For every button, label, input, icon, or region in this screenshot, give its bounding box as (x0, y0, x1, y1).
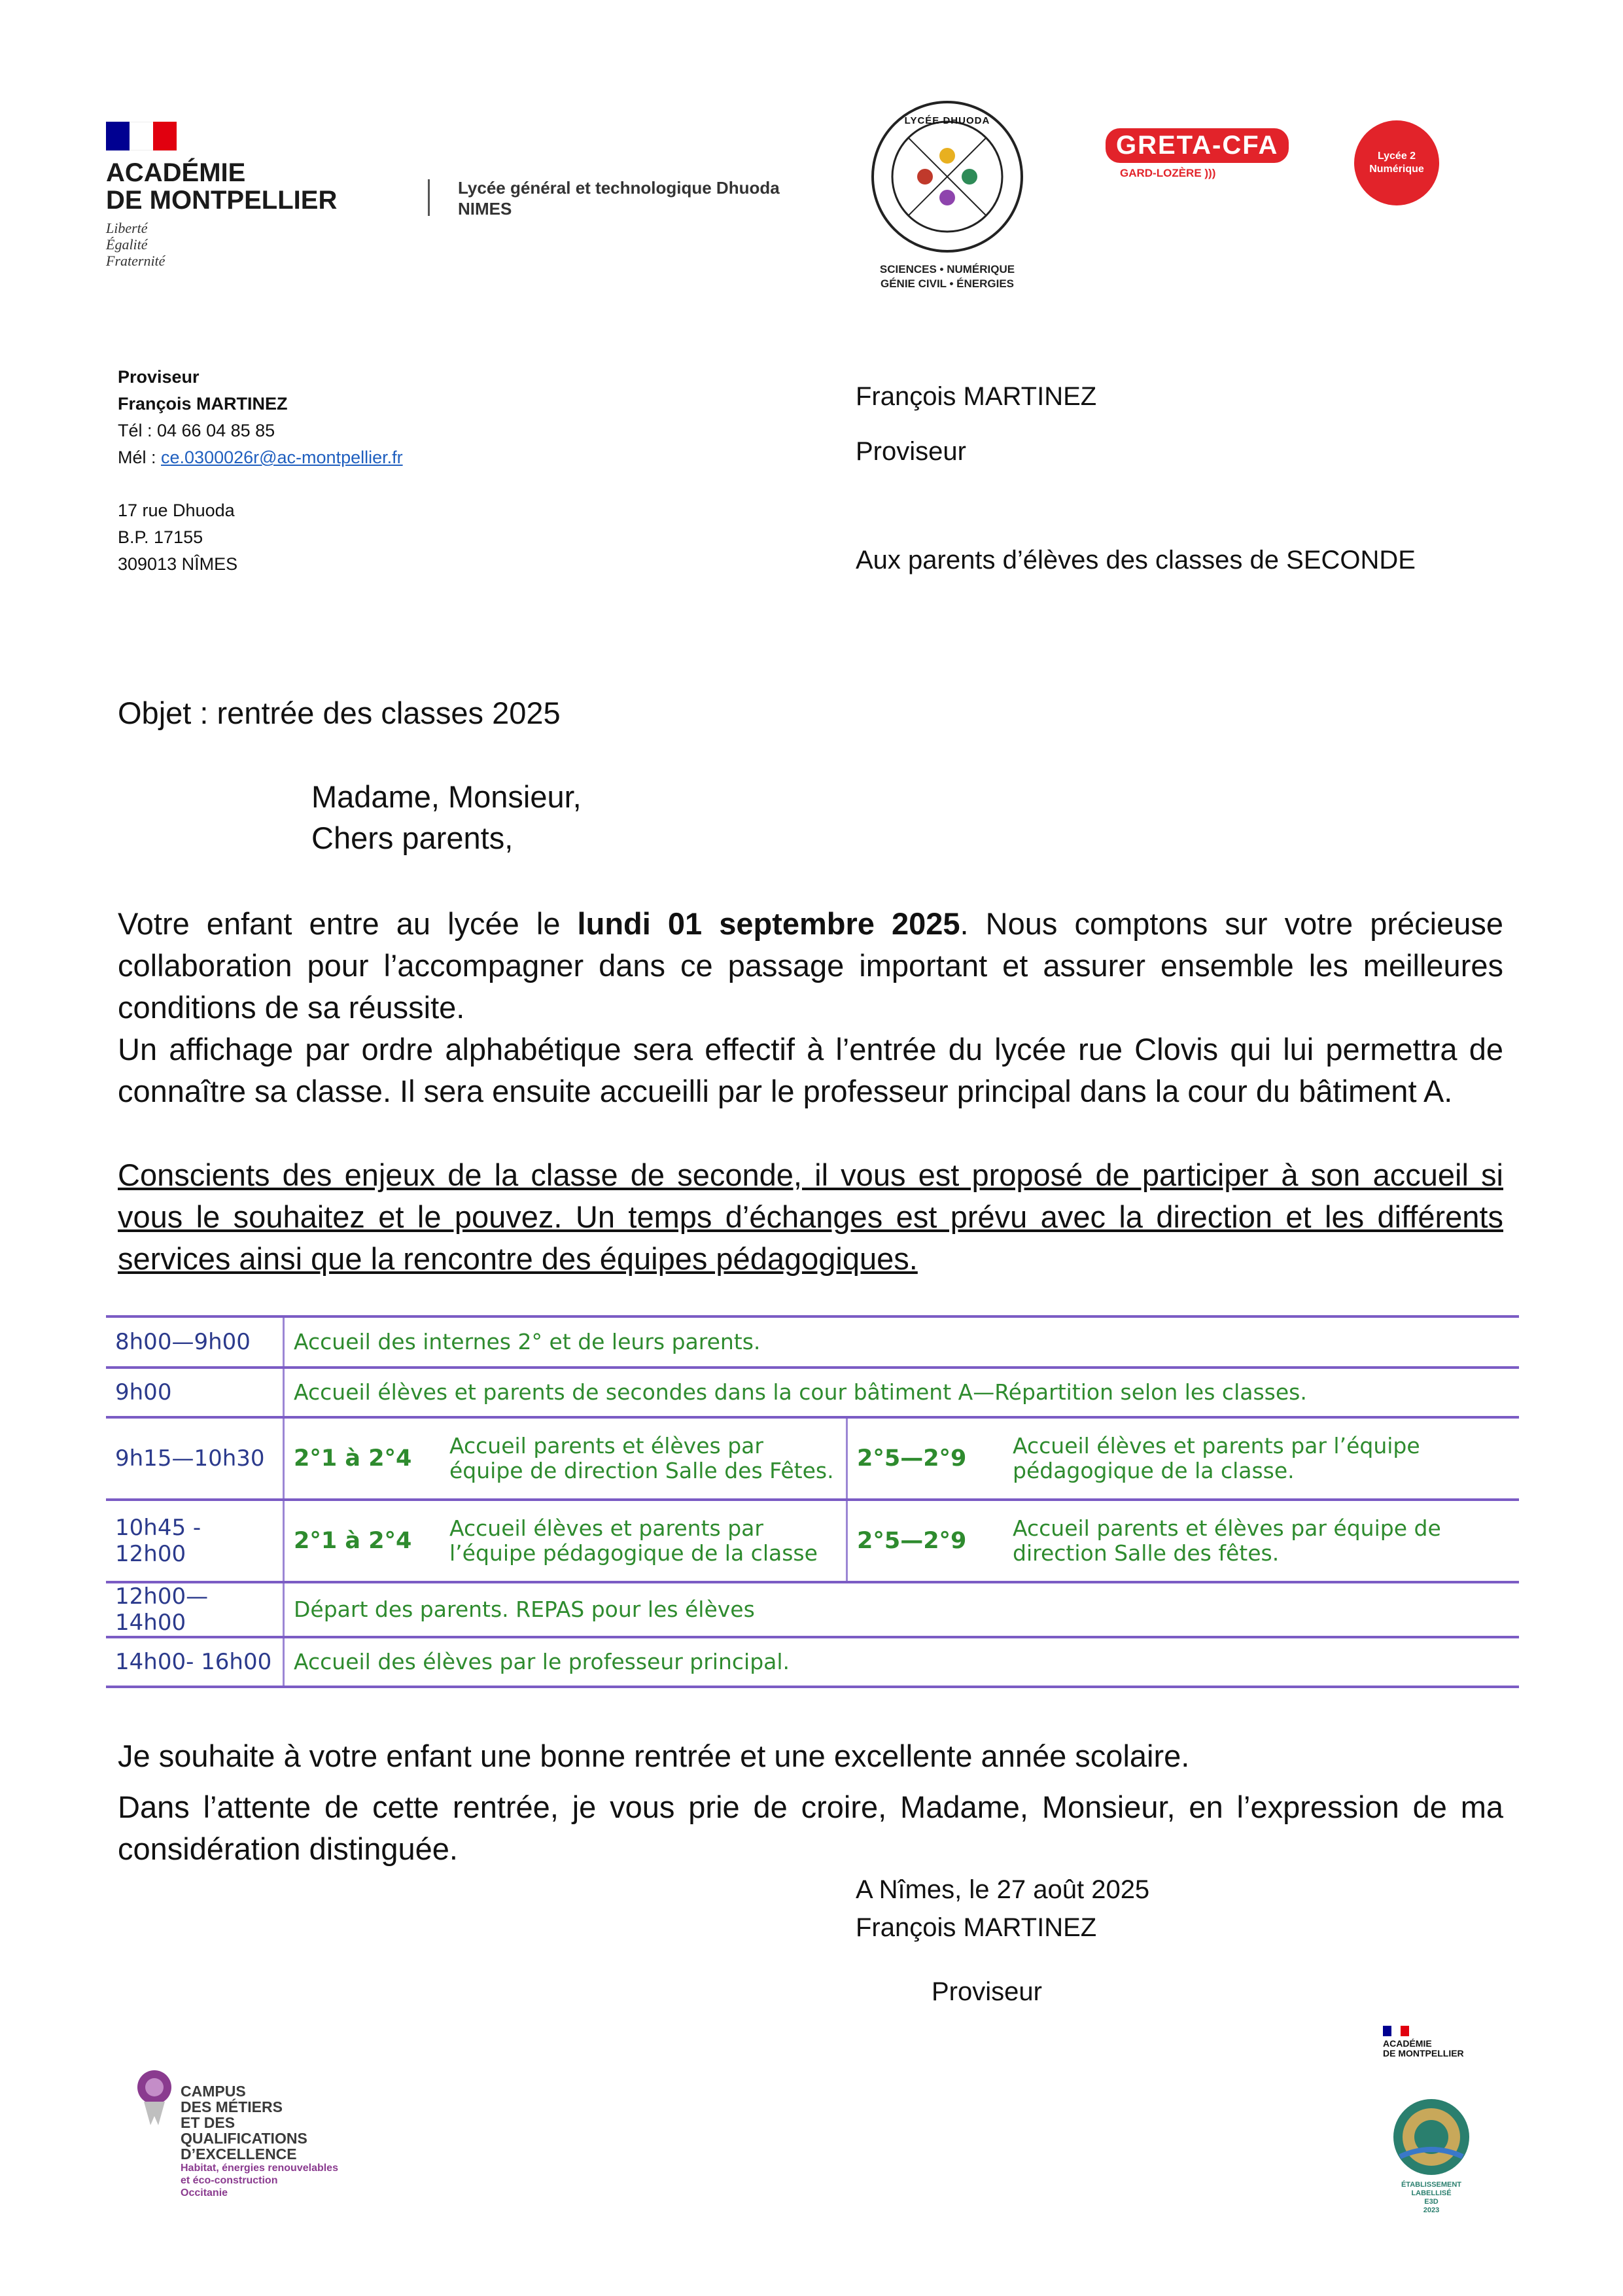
schedule-row (106, 1637, 1519, 1687)
campus-line5: D’EXCELLENCE (181, 2146, 297, 2163)
paragraph-2: Un affichage par ordre alphabétique sera effectif à l’entrée du lycée rue Clovis qui lui permettra de connaître sa classe. Il sera ensuite accueilli par le professeur principal dans la cour du bâtiment A. (118, 1032, 1503, 1108)
letter-objet: Objet : rentrée des classes 2025 (118, 696, 561, 730)
dhuoda-logo-top: LYCÉE DHUODA (904, 115, 990, 126)
schedule-time: 8h00—9h00 (106, 1316, 284, 1368)
campus-logo (133, 2068, 408, 2205)
schedule-row (106, 1417, 1519, 1500)
schedule-group: 2°5—2°9 (847, 1500, 1004, 1582)
greta-sub: GARD-LOZÈRE ))) (1120, 167, 1216, 179)
academie-logo-small (1383, 2026, 1494, 2058)
academie-line2: DE MONTPELLIER (106, 186, 338, 215)
paragraph-1 (118, 903, 1503, 1029)
e3d-label-4: 2023 (1423, 2206, 1440, 2214)
sender-addr2: B.P. 17155 (118, 527, 203, 547)
e3d-globe-icon (1391, 2096, 1472, 2178)
academie-line1: ACADÉMIE (106, 158, 246, 187)
greta-logo (1106, 128, 1321, 194)
schedule-time: 9h00 (106, 1368, 284, 1417)
academie-logo (106, 122, 381, 279)
closing-2: Dans l’attente de cette rentrée, je vous prie de croire, Madame, Monsieur, en l’expression de ma considération distinguée. (118, 1790, 1503, 1866)
recipient-title: Proviseur (856, 437, 966, 466)
schedule-row (106, 1500, 1519, 1582)
schedule-text: Accueil élèves et parents de secondes dans la cour bâtiment A—Répartition selon les classes. (284, 1368, 1520, 1417)
sender-addr3: 309013 NÎMES (118, 554, 238, 574)
header-divider (428, 179, 430, 216)
e3d-label-3: E3D (1424, 2198, 1439, 2206)
marianne-flag-icon (106, 122, 177, 150)
schedule-text: Accueil parents et élèves par équipe de direction Salle des fêtes. (1003, 1500, 1519, 1582)
sender-tel: Tél : 04 66 04 85 85 (118, 421, 275, 440)
campus-line3: ET DES (181, 2114, 236, 2131)
sender-addr1: 17 rue Dhuoda (118, 501, 235, 520)
sender-name: François MARTINEZ (118, 394, 288, 414)
schedule-time: 9h15—10h30 (106, 1417, 284, 1500)
p1-end: . Nous comptons sur votre précieuse collaboration pour l’accompagner dans ce passage important et assurer ensemble les meilleures conditions de sa réussite. (118, 906, 1503, 1025)
lycee-name: Lycée général et technologique Dhuoda (458, 178, 780, 198)
schedule-text: Départ des parents. REPAS pour les élèves (284, 1582, 1520, 1637)
campus-line2: DES MÉTIERS (181, 2098, 283, 2115)
paragraph-3: Conscients des enjeux de la classe de seconde, il vous est proposé de participer à son accueil si vous le souhaitez et le pouvez. Un temps d’échanges est prévu avec la direction et les différents services ainsi que la rencontre des équipes pédagogiques. (118, 1157, 1503, 1276)
schedule-group: 2°1 à 2°4 (284, 1500, 441, 1582)
schedule-table (106, 1315, 1519, 1688)
schedule-text: Accueil des internes 2° et de leurs parents. (284, 1316, 1520, 1368)
campus-line8: Occitanie (181, 2187, 228, 2199)
recipient-name: François MARTINEZ (856, 382, 1097, 411)
schedule-text: Accueil parents et élèves par équipe de direction Salle des Fêtes. (440, 1417, 847, 1500)
e3d-label-1: ÉTABLISSEMENT (1401, 2181, 1462, 2189)
e3d-label-2: LABELLISÉ (1411, 2189, 1452, 2197)
dhuoda-logo (864, 98, 1034, 288)
campus-line4: QUALIFICATIONS (181, 2130, 307, 2147)
schedule-time: 12h00—14h00 (106, 1582, 284, 1637)
academie-small-line1: ACADÉMIE (1383, 2038, 1432, 2049)
sender-title: Proviseur (118, 367, 200, 387)
dhuoda-logo-sub1: SCIENCES • NUMÉRIQUE (879, 263, 1015, 275)
sender-mail-link[interactable]: ce.0300026r@ac-montpellier.fr (161, 448, 403, 467)
sender-mail-label: Mél : (118, 448, 162, 467)
schedule-text: Accueil élèves et parents par l’équipe pédagogique de la classe. (1003, 1417, 1519, 1500)
schedule-row (106, 1368, 1519, 1417)
p1-start: Votre enfant entre au lycée le (118, 906, 578, 941)
campus-line7: et éco-construction (181, 2175, 278, 2186)
p1-date: lundi 01 septembre 2025 (577, 906, 960, 941)
motto-1: Liberté (106, 220, 148, 236)
sender-mail-row (118, 444, 403, 471)
place-date: A Nîmes, le 27 août 2025 (856, 1875, 1150, 1904)
greta-name: GRETA-CFA (1106, 128, 1289, 163)
schedule-time: 14h00- 16h00 (106, 1637, 284, 1687)
campus-badge-icon (133, 2068, 175, 2125)
motto-2: Égalité (106, 236, 148, 253)
lycee-numerique-logo (1354, 120, 1439, 205)
greeting-2: Chers parents, (311, 821, 514, 855)
signature-title: Proviseur (932, 1977, 1042, 2006)
schedule-row (106, 1316, 1519, 1368)
e3d-label (1386, 2096, 1477, 2215)
lycee-numerique-text: Lycée 2 Numérique (1369, 150, 1424, 175)
signature-name: François MARTINEZ (856, 1913, 1097, 1942)
academie-small-line2: DE MONTPELLIER (1383, 2048, 1464, 2058)
campus-line6: Habitat, énergies renouvelables (181, 2163, 338, 2174)
recipient-to: Aux parents d’élèves des classes de SECONDE (856, 546, 1416, 574)
lycee-city: NIMES (458, 199, 512, 219)
schedule-time: 10h45 - 12h00 (106, 1500, 284, 1582)
marianne-flag-small-icon (1383, 2026, 1409, 2036)
greeting-1: Madame, Monsieur, (311, 779, 582, 814)
dhuoda-logo-sub2: GÉNIE CIVIL • ÉNERGIES (880, 277, 1015, 290)
sender-block (118, 364, 403, 578)
schedule-text: Accueil des élèves par le professeur principal. (284, 1637, 1520, 1687)
schedule-group: 2°1 à 2°4 (284, 1417, 441, 1500)
closing-1: Je souhaite à votre enfant une bonne rentrée et une excellente année scolaire. (118, 1739, 1190, 1773)
schedule-group: 2°5—2°9 (847, 1417, 1004, 1500)
schedule-text: Accueil élèves et parents par l’équipe pédagogique de la classe (440, 1500, 847, 1582)
motto-3: Fraternité (106, 253, 166, 269)
schedule-row (106, 1582, 1519, 1637)
campus-line1: CAMPUS (181, 2083, 246, 2100)
